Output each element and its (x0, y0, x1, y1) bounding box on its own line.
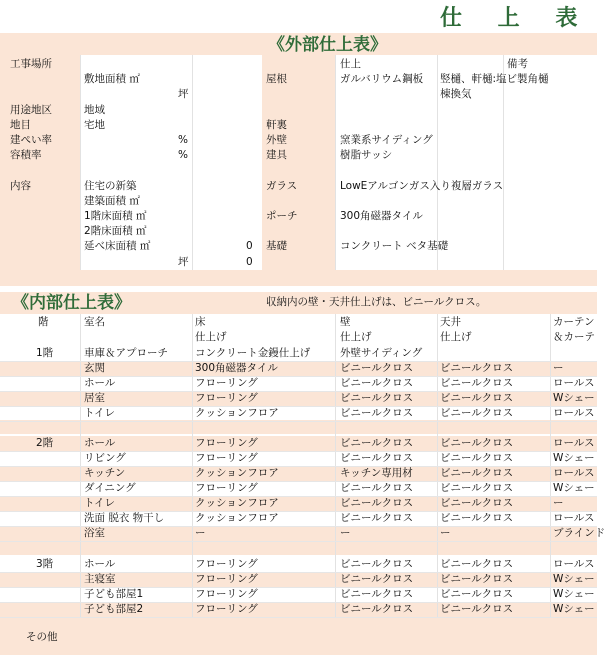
row-divider (0, 617, 597, 618)
row-curtain: ロールス (553, 467, 595, 479)
row-curtain: Wシェー (553, 452, 595, 464)
building-area-label: 建築面積 ㎡ (84, 195, 140, 207)
row-curtain: Wシェー (553, 603, 595, 615)
total-tsubo-value: 0 (246, 256, 253, 268)
row-flooring: クッションフロア (195, 497, 279, 509)
row-flooring: フローリング (195, 437, 258, 449)
row-ceiling: ー (440, 527, 451, 539)
row-ceiling: ビニールクロス (440, 407, 514, 419)
row-curtain: ー (553, 362, 564, 374)
roof-remarks: 竪樋、軒樋:塩ビ製角樋 (440, 73, 549, 85)
exterior-heading: 《外部仕上表》 (268, 35, 387, 55)
subheader-curtain: ＆カーテ (553, 331, 595, 343)
row-ceiling: ビニールクロス (440, 497, 514, 509)
row-wall: ビニールクロス (340, 437, 414, 449)
row-ceiling: ビニールクロス (440, 437, 514, 449)
row-room: キッチン (84, 467, 126, 479)
row-flooring: フローリング (195, 452, 258, 464)
row-room: トイレ (84, 407, 115, 419)
row-wall: ー (340, 527, 351, 539)
row-ceiling: ビニールクロス (440, 467, 514, 479)
zoning-label: 用途地区 (10, 104, 52, 116)
row-curtain: ロールス (553, 512, 595, 524)
subheader-wall: 仕上げ (340, 331, 372, 343)
row-flooring: ー (195, 527, 206, 539)
row-wall: ビニールクロス (340, 603, 414, 615)
gridline (437, 55, 438, 270)
row-wall: ビニールクロス (340, 362, 414, 374)
row-flooring: クッションフロア (195, 512, 279, 524)
row-wall: ビニールクロス (340, 558, 414, 570)
row-ceiling: ビニールクロス (440, 558, 514, 570)
row-floor: 3階 (36, 558, 54, 570)
row-wall: ビニールクロス (340, 452, 414, 464)
coverage-unit: % (178, 134, 188, 146)
row-room: ホール (84, 558, 116, 570)
row-flooring: フローリング (195, 603, 258, 615)
row-room: 子ども部屋1 (84, 588, 144, 600)
col-header-wall: 壁 (340, 316, 351, 328)
fittings-finish: 樹脂サッシ (340, 149, 393, 161)
row-flooring: クッションフロア (195, 407, 279, 419)
row-flooring: 300角磁器タイル (195, 362, 278, 374)
row-wall: キッチン専用材 (340, 467, 413, 479)
coverage-label: 建ぺい率 (10, 134, 52, 146)
soffit-part: 軒裏 (266, 119, 287, 131)
row-wall: ビニールクロス (340, 588, 414, 600)
col-header-floor: 階 (38, 316, 49, 328)
zoning-value: 地域 (84, 104, 105, 116)
interior-note: 収納内の壁・天井仕上げは、ビニールクロス。 (266, 296, 487, 308)
total-floor-value: 0 (246, 240, 253, 252)
row-flooring: フローリング (195, 573, 258, 585)
row-floor: 1階 (36, 347, 54, 359)
total-tsubo-label: 坪 (178, 256, 189, 268)
row-room: ダイニング (84, 482, 136, 494)
gridline (192, 55, 193, 270)
row-flooring: フローリング (195, 377, 258, 389)
row-room: リビング (84, 452, 126, 464)
row-room: ホール (84, 437, 116, 449)
row-wall: ビニールクロス (340, 573, 414, 585)
content-label: 内容 (10, 180, 31, 192)
row-curtain: Wシェー (553, 482, 595, 494)
foundation-finish: コンクリート ベタ基礎 (340, 240, 449, 252)
row-ceiling: ビニールクロス (440, 573, 514, 585)
gridline (335, 55, 336, 270)
gridline (80, 55, 81, 270)
tsubo-label: 坪 (178, 88, 189, 100)
band-interior-bottom (0, 617, 597, 655)
site-area-label: 敷地面積 ㎡ (84, 73, 140, 85)
row-wall: ビニールクロス (340, 407, 414, 419)
total-floor-label: 延べ床面積 ㎡ (84, 240, 151, 252)
row-ceiling: ビニールクロス (440, 603, 514, 615)
foundation-part: 基礎 (266, 240, 287, 252)
row-curtain: ロールス (553, 558, 595, 570)
row-room: 子ども部屋2 (84, 603, 144, 615)
row-ceiling: ビニールクロス (440, 362, 514, 374)
row-flooring: フローリング (195, 392, 258, 404)
glass-finish: LowEアルゴンガス入り複層ガラス (340, 180, 504, 192)
row-flooring: フローリング (195, 588, 258, 600)
roof-part: 屋根 (266, 73, 287, 85)
band-exterior-bottom (0, 270, 597, 286)
row-room: 洗面 脱衣 物干し (84, 512, 165, 524)
gridline (503, 55, 504, 270)
site-label: 工事場所 (10, 58, 52, 70)
row-room: 居室 (84, 392, 105, 404)
col-header-ceiling: 天井 (440, 316, 461, 328)
land-category-value: 宅地 (84, 119, 105, 131)
floor2-area-label: 2階床面積 ㎡ (84, 225, 147, 237)
interior-heading: 《内部仕上表》 (12, 293, 131, 313)
roof-finish: ガルバリウム鋼板 (340, 73, 424, 85)
porch-part: ポーチ (266, 210, 298, 222)
row-divider (0, 421, 597, 422)
far-label: 容積率 (10, 149, 42, 161)
row-ceiling: ビニールクロス (440, 482, 514, 494)
row-curtain: Wシェー (553, 588, 595, 600)
row-ceiling: ビニールクロス (440, 512, 514, 524)
content-value: 住宅の新築 (84, 180, 137, 192)
wall-finish: 窯業系サイディング (340, 134, 433, 146)
row-curtain: ー (553, 497, 564, 509)
land-category-label: 地目 (10, 119, 31, 131)
page-title: 仕 上 表 (440, 5, 592, 31)
row-curtain: ロールス (553, 407, 595, 419)
row-flooring: フローリング (195, 558, 258, 570)
row-flooring: フローリング (195, 482, 258, 494)
row-room: 主寝室 (84, 573, 116, 585)
subheader-floor-finish: 仕上げ (195, 331, 227, 343)
row-wall: ビニールクロス (340, 482, 414, 494)
band-interior-gap-2 (0, 541, 597, 555)
row-room: 浴室 (84, 527, 105, 539)
row-curtain: Wシェー (553, 392, 595, 404)
porch-finish: 300角磁器タイル (340, 210, 423, 222)
row-wall: ビニールクロス (340, 497, 414, 509)
row-room: 車庫＆アプローチ (84, 347, 168, 359)
row-divider (0, 541, 597, 542)
row-ceiling: ビニールクロス (440, 452, 514, 464)
row-curtain: ブラインド (553, 527, 605, 539)
row-floor: 2階 (36, 437, 54, 449)
other-label: その他 (26, 631, 58, 643)
col-header-room: 室名 (84, 316, 105, 328)
row-wall: ビニールクロス (340, 377, 414, 389)
row-flooring: コンクリート金鏝仕上げ (195, 347, 311, 359)
col-header-curtain: カーテン (553, 316, 595, 328)
col-header-floor-finish: 床 (195, 316, 206, 328)
subheader-ceiling: 仕上げ (440, 331, 472, 343)
remarks-header: 備考 (507, 58, 528, 70)
row-ceiling: ビニールクロス (440, 392, 514, 404)
band-exterior-label-col (0, 55, 80, 285)
band-interior-gap-1 (0, 420, 597, 434)
roof-remarks-2: 棟換気 (440, 88, 472, 100)
row-ceiling: ビニールクロス (440, 377, 514, 389)
row-wall: 外壁サイディング (340, 347, 423, 359)
floor1-area-label: 1階床面積 ㎡ (84, 210, 147, 222)
finish-header: 仕上 (340, 58, 361, 70)
row-wall: ビニールクロス (340, 392, 414, 404)
row-flooring: クッションフロア (195, 467, 279, 479)
row-room: ホール (84, 377, 116, 389)
row-room: トイレ (84, 497, 115, 509)
fittings-part: 建具 (266, 149, 287, 161)
glass-part: ガラス (266, 180, 298, 192)
row-curtain: Wシェー (553, 573, 595, 585)
row-room: 玄関 (84, 362, 105, 374)
row-curtain: ロールス (553, 377, 595, 389)
row-curtain: ロールス (553, 437, 595, 449)
far-unit: % (178, 149, 188, 161)
row-ceiling: ビニールクロス (440, 588, 514, 600)
wall-part: 外壁 (266, 134, 287, 146)
row-wall: ビニールクロス (340, 512, 414, 524)
